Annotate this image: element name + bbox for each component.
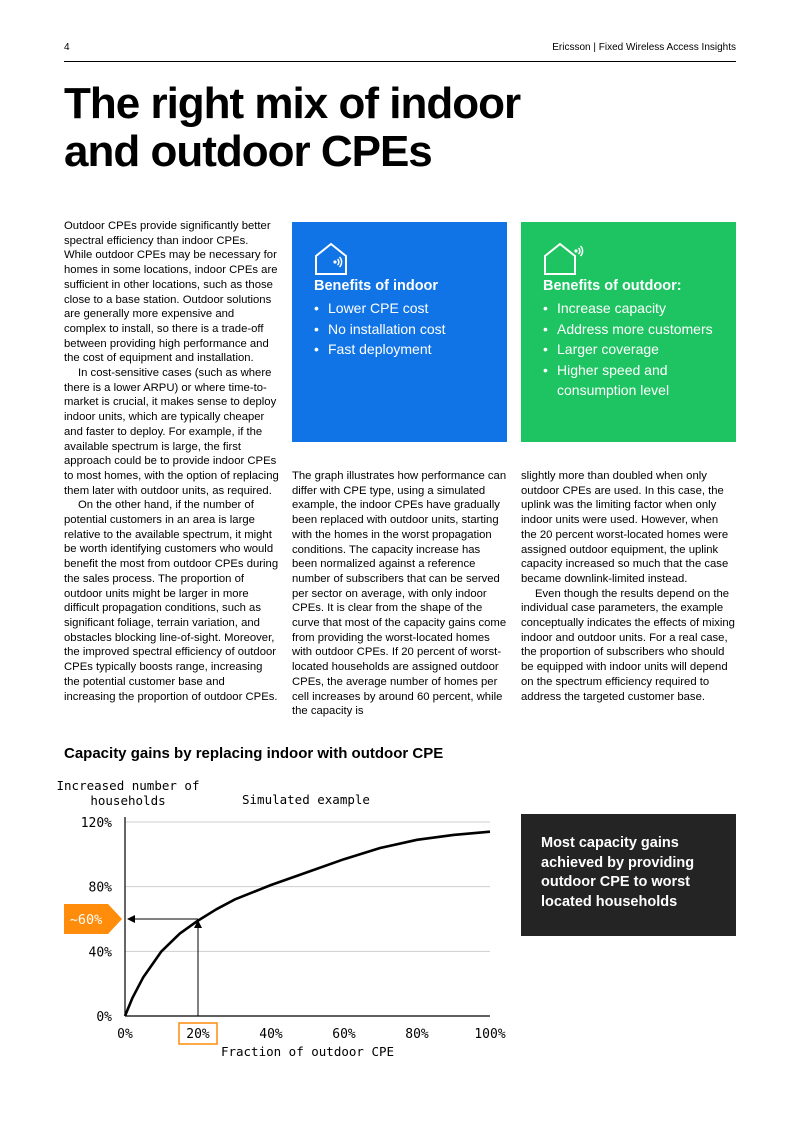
- capacity-curve: [125, 832, 490, 1016]
- page-title: [64, 80, 584, 176]
- x-tick-label: 100%: [474, 1027, 506, 1042]
- x-tick-label: 0%: [117, 1027, 133, 1042]
- annotation-arrowhead-left: [127, 915, 135, 923]
- paragraph: slightly more than doubled when only outdoor CPEs are used. In this case, the uplink was the limiting factor when only indoor units were used. However, when the 20 percent worst-located homes were assigned outdoor equipment, the uplink capacity increased so much that the case became downlink-limited instead.: [521, 470, 729, 585]
- paragraph: In cost-sensitive cases (such as where there is a lower ARPU) or where time-to-market is crucial, it makes sense to deploy indoor units, which are typically cheaper and faster to deploy. For example, if the available spectrum is large, the first approach could be to provide indoor CPEs to most homes, with the option of replacing them later with outdoor units, as required.: [64, 367, 279, 497]
- list-item: • Address more customers: [543, 319, 714, 340]
- indoor-benefits-box: [292, 222, 507, 442]
- indoor-benefits-list: [314, 298, 485, 360]
- paragraph: Even though the results depend on the individual case parameters, the example conceptually indicates the effects of mixing indoor and outdoor units. For a real case, the proportion of subscribers who should be equipped with indoor units will depend on the spectrum efficiency required to address the targeted customer base.: [521, 587, 735, 703]
- indoor-benefits-title: Benefits of indoor: [314, 278, 439, 294]
- document-header: Ericsson | Fixed Wireless Access Insights: [552, 42, 736, 53]
- x-tick-label: 20%: [186, 1027, 210, 1042]
- outdoor-benefits-title: Benefits of outdoor:: [543, 278, 682, 294]
- header-rule: [64, 61, 736, 62]
- callout-box: Most capacity gains achieved by providing outdoor CPE to worst located households: [521, 814, 736, 936]
- y-tick-label: 0%: [96, 1010, 112, 1025]
- x-tick-label: 80%: [405, 1027, 429, 1042]
- list-item: • Fast deployment: [314, 339, 485, 360]
- paragraph: The graph illustrates how performance can differ with CPE type, using a simulated example, the indoor CPEs have gradually been replaced with outdoor units, starting with the homes in the worst propagation conditions. The capacity increase has been normalized against a reference number of subscribers that can be served per sector on average, with only indoor CPEs. It is clear from the shape of the curve that most of the capacity gains come from providing the worst-located homes with outdoor CPEs. If 20 percent of worst-located households are assigned outdoor CPEs, the average number of homes per cell increases by around 60 percent, while the capacity is: [292, 470, 507, 718]
- x-tick-label: 40%: [259, 1027, 283, 1042]
- y-tick-label: 80%: [88, 880, 112, 896]
- list-item: • No installation cost: [314, 319, 485, 340]
- x-tick-label: 60%: [332, 1027, 356, 1042]
- y-tick-label: 40%: [88, 945, 112, 961]
- list-item: • Higher speed and consumption level: [543, 360, 714, 401]
- list-item: • Larger coverage: [543, 339, 714, 360]
- paragraph: Outdoor CPEs provide significantly better spectral efficiency than indoor CPEs. While outdoor CPEs may be necessary for homes in some locations, indoor CPEs are sufficient in other locations, such as those close to a base station. Outdoor solutions are generally more expensive and complex to install, so there is a trade-off between providing high performance and the cost of equipment and installation.: [64, 220, 278, 365]
- body-column-3: [521, 469, 736, 704]
- y-axis-label-line2: households: [90, 793, 166, 808]
- title-line-2: and outdoor CPEs: [64, 127, 432, 176]
- capacity-gain-chart: [0, 770, 540, 1070]
- x-axis-label: Fraction of outdoor CPE: [220, 1044, 395, 1059]
- annotation-label: ~60%: [69, 912, 103, 928]
- title-line-1: The right mix of indoor: [64, 79, 521, 128]
- outdoor-benefits-list: [543, 298, 714, 401]
- body-column-1: [64, 219, 279, 704]
- chart-subtitle: Simulated example: [242, 792, 370, 807]
- y-axis-label-line1: Increased number of: [56, 778, 200, 793]
- body-column-2: [292, 469, 508, 719]
- list-item: • Increase capacity: [543, 298, 714, 319]
- house-outdoor-signal-icon: [543, 242, 587, 276]
- outdoor-benefits-box: [521, 222, 736, 442]
- list-item: • Lower CPE cost: [314, 298, 485, 319]
- chart-title: Capacity gains by replacing indoor with outdoor CPE: [64, 745, 444, 762]
- page-number: 4: [64, 42, 70, 53]
- paragraph: On the other hand, if the number of potential customers in an area is large relative to the available spectrum, it might be worth identifying customers who would benefit the most from outdoor CPEs during the sales process. The proportion of outdoor units might be larger in more difficult propagation conditions, such as significant foliage, terrain variation, and obstacles blocking line-of-sight. Moreover, the improved spectral efficiency of outdoor CPEs typically boosts range, increasing the potential customer base and increasing the proportion of outdoor CPEs.: [64, 499, 279, 703]
- house-indoor-signal-icon: [314, 242, 348, 276]
- y-tick-label: 120%: [80, 816, 112, 831]
